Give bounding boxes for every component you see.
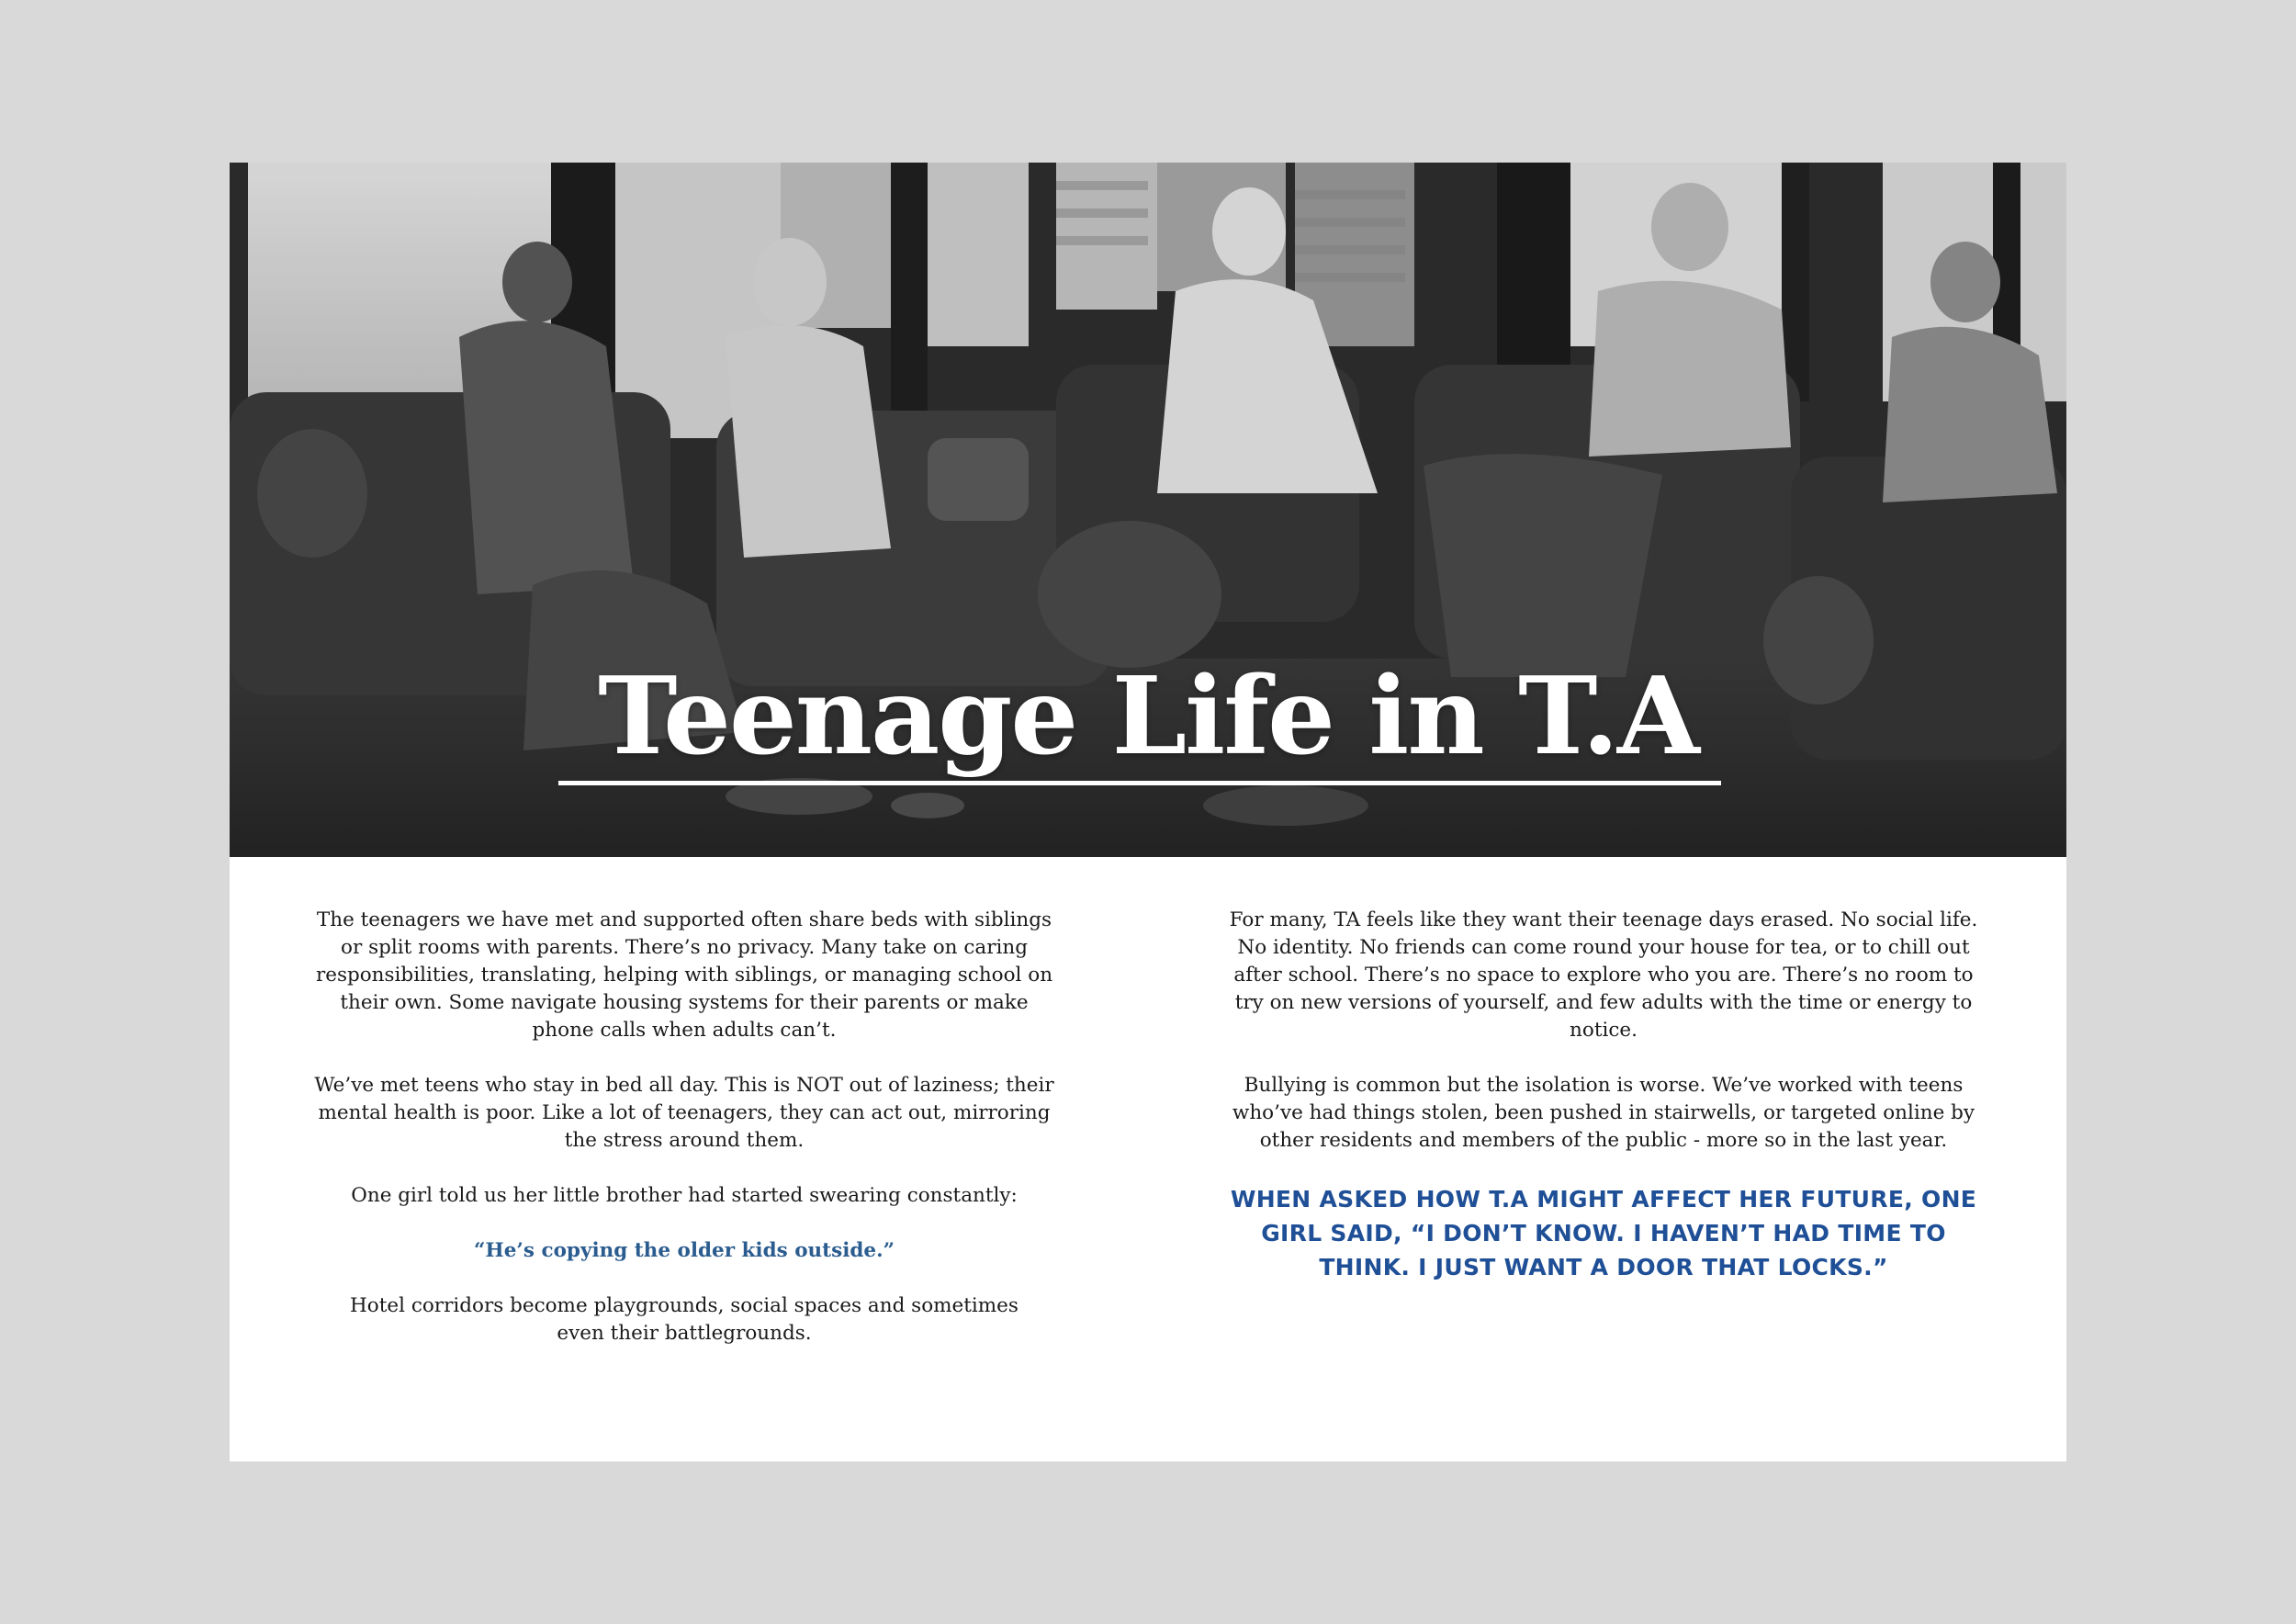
page-title: Teenage Life in T.A [598, 654, 1698, 779]
hero-photo [230, 163, 2066, 857]
body-paragraph: We’ve met teens who stay in bed all day. This is NOT out of laziness; their mental health is poor. Like a lot of teenagers, they can act out, mirroring the stress around them. [314, 1074, 1054, 1152]
body-paragraph: Hotel corridors become playgrounds, social spaces and sometimes even their battlegrounds. [350, 1294, 1019, 1345]
left-column [308, 907, 1061, 1375]
title-underline [558, 781, 1721, 785]
inline-quote: “He’s copying the older kids outside.” [474, 1239, 895, 1262]
body-paragraph: The teenagers we have met and supported often share beds with siblings or split rooms with parents. There’s no privacy. Many take on caring responsibilities, translating, helping with siblings, or managing school on their own. Some navigate housing systems for their parents or make phone calls when adults can’t. [315, 908, 1053, 1042]
pull-quote: WHEN ASKED HOW T.A MIGHT AFFECT HER FUTURE, ONE GIRL SAID, “I DON’T KNOW. I HAVEN’T HAD TIME TO THINK. I JUST WANT A DOOR THAT LOCKS.” [1230, 1186, 1977, 1280]
body-paragraph: One girl told us her little brother had started swearing constantly: [351, 1184, 1018, 1207]
body-paragraph: Bullying is common but the isolation is worse. We’ve worked with teens who’ve had things stolen, been pushed in stairwells, or targeted online by other residents and members of the public - more so in the last year. [1232, 1074, 1975, 1152]
page-spread [230, 163, 2066, 1461]
right-column [1227, 907, 1980, 1312]
body-paragraph: For many, TA feels like they want their teenage days erased. No social life. No identity. No friends can come round your house for tea, or to chill out after school. There’s no space to explore who you are. There’s no room to try on new versions of yourself, and few adults with the time or energy to notice. [1229, 908, 1978, 1042]
